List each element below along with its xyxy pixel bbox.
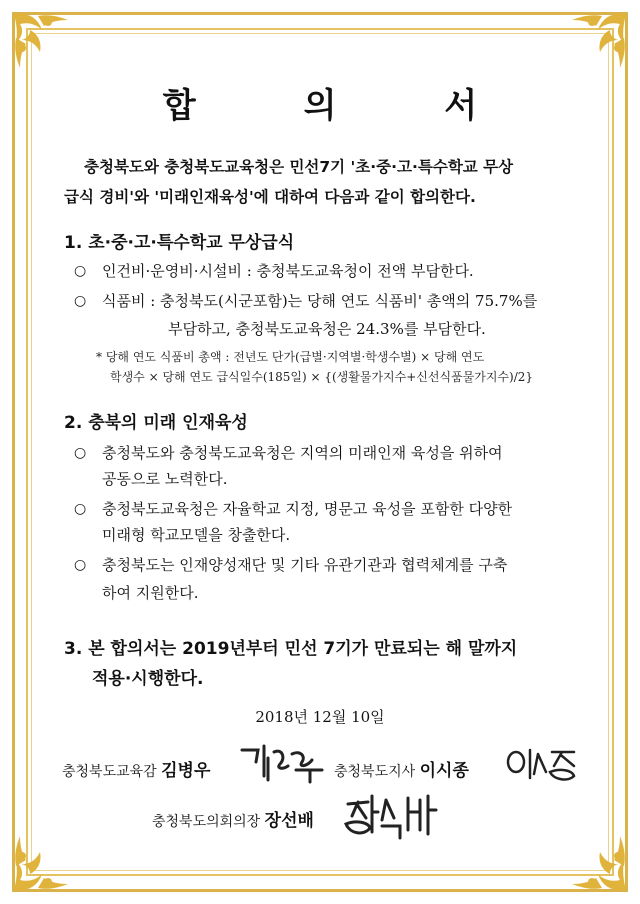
- section-2-heading: 2. 충북의 미래 인재육성: [64, 413, 248, 433]
- signatory-title: 충청북도의회의장: [152, 814, 261, 830]
- section-1-heading: 1. 초·중·고·특수학교 무상급식: [64, 233, 295, 253]
- bullet-icon: ○: [74, 293, 87, 309]
- signatory-title: 충청북도지사: [334, 764, 416, 780]
- signature-lee-sijong: [504, 744, 582, 784]
- list-item-continuation: 공동으로 노력한다.: [102, 470, 228, 488]
- signatory-block: [152, 806, 314, 831]
- signatory-name: 이시종: [419, 761, 469, 781]
- list-item: [74, 550, 584, 580]
- section-3-line-2: 적용·시행한다.: [92, 669, 204, 689]
- list-item-text: 충청북도교육청은 자율학교 지정, 명문고 육성을 포함한 다양한: [102, 500, 513, 518]
- signature-jang-seonbae: [342, 790, 442, 844]
- document-date: 2018년 12월 10일: [255, 708, 385, 726]
- list-item-text: 식품비 : 충청북도(시군포함)는 당해 연도 식품비' 총액의 75.7%를: [102, 292, 538, 310]
- intro-line-1: 충청북도와 충청북도교육청은 민선7기 '초·중·고·특수학교 무상: [84, 158, 514, 176]
- list-item-continuation: 하여 지원한다.: [102, 584, 199, 602]
- signatory-name: 김병우: [161, 761, 211, 781]
- list-item-text: 충청북도는 인재양성재단 및 기타 유관기관과 협력체계를 구축: [102, 556, 508, 574]
- signatory-block: [62, 756, 210, 781]
- footnote-line-1: * 당해 연도 식품비 총액 : 전년도 단가(급별·지역별·학생수별) × 당해 연도: [96, 350, 485, 364]
- bullet-icon: ○: [74, 263, 87, 279]
- document-title: 합 의 서: [162, 86, 526, 126]
- signatory-name: 장선배: [264, 811, 314, 831]
- intro-paragraph: [64, 152, 576, 212]
- list-item: [74, 286, 584, 316]
- corner-ornament-icon: [560, 824, 632, 896]
- signature-kim-byeongwoo: [238, 740, 334, 784]
- list-item-text: 충청북도와 충청북도교육청은 지역의 미래인재 육성을 위하여: [102, 444, 503, 462]
- list-item-continuation: 미래형 학교모델을 창출한다.: [102, 526, 291, 544]
- corner-ornament-icon: [8, 8, 80, 80]
- signatory-title: 충청북도교육감: [62, 764, 157, 780]
- bullet-icon: ○: [74, 445, 87, 461]
- bullet-icon: ○: [74, 557, 87, 573]
- list-item: [74, 256, 584, 286]
- intro-line-2: 급식 경비'와 '미래인재육성'에 대하여 다음과 같이 합의한다.: [64, 188, 476, 206]
- signatory-block: [334, 756, 469, 781]
- section-3-line-1: 3. 본 합의서는 2019년부터 민선 7기가 만료되는 해 말까지: [64, 639, 518, 659]
- footnote-line-2: 학생수 × 당해 연도 급식일수(185일) × {(생활물가지수+신선식품물가지수)/2}: [110, 370, 534, 384]
- corner-ornament-icon: [560, 8, 632, 80]
- list-item-text: 인건비·운영비·시설비 : 충청북도교육청이 전액 부담한다.: [102, 262, 474, 280]
- bullet-icon: ○: [74, 501, 87, 517]
- list-item-continuation: 부담하고, 충청북도교육청은 24.3%를 부담한다.: [168, 320, 486, 338]
- corner-ornament-icon: [8, 824, 80, 896]
